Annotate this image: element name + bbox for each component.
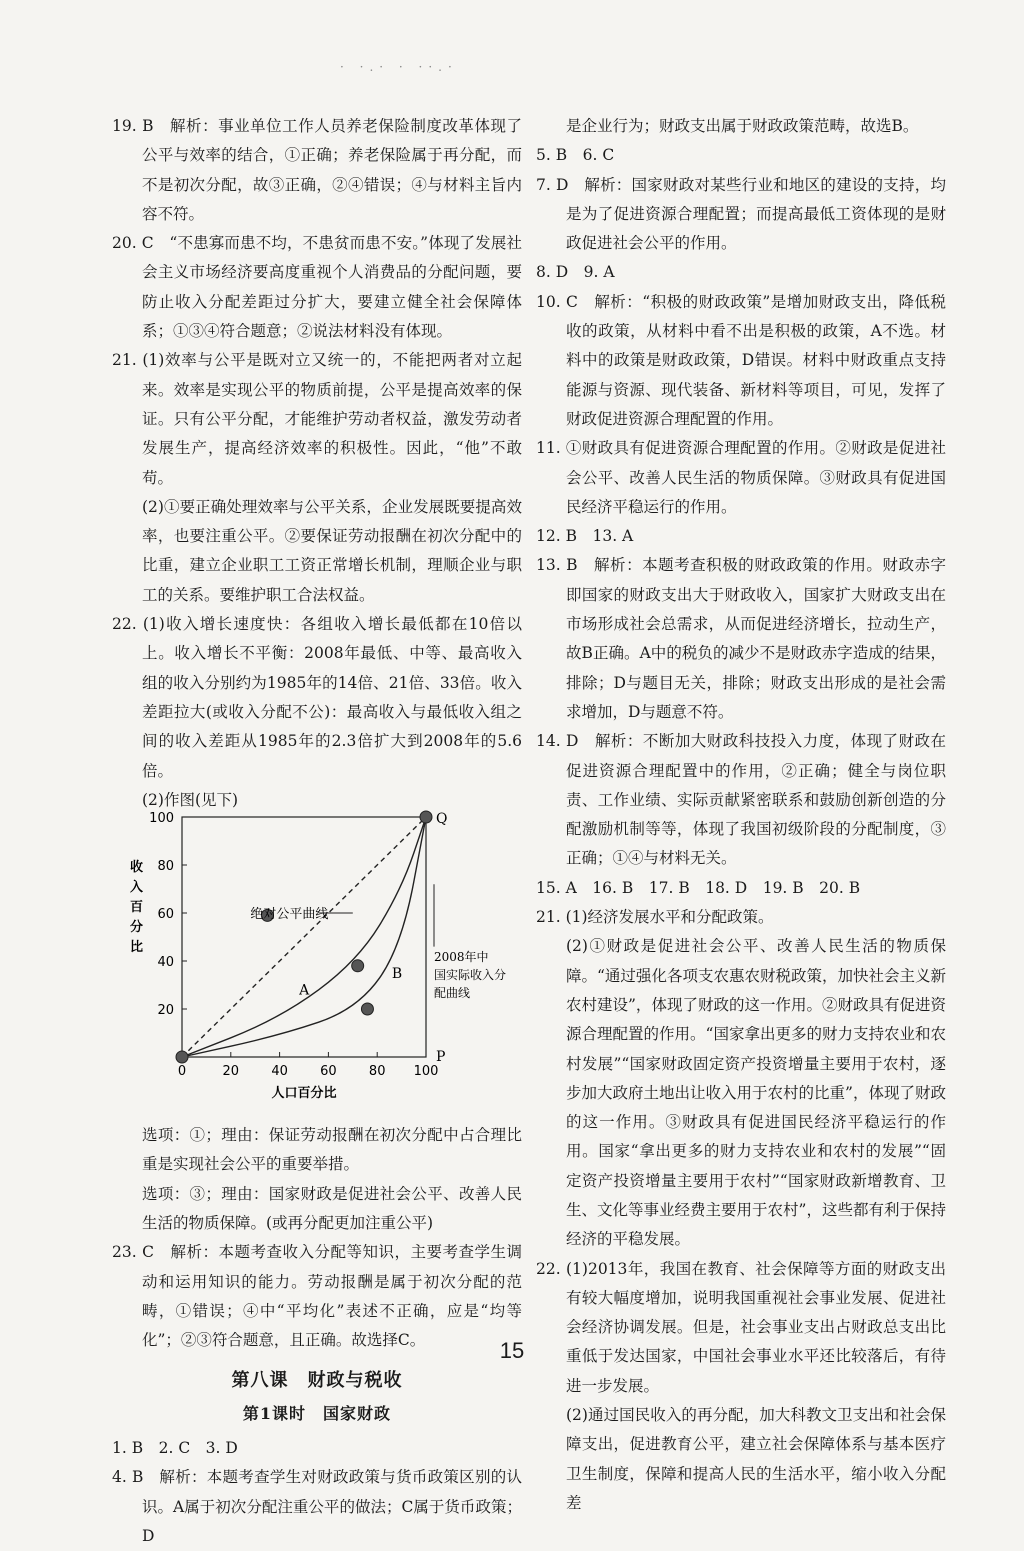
x-tick-label: 20 (222, 1064, 240, 1080)
answer-7: 7. D 解析：国家财政对某些行业和地区的建设的支持，均是为了促进资源合理配置；而提高最低工资体现的是财政促进社会公平的作用。 (536, 175, 946, 253)
y-axis-label-char: 收 (130, 860, 144, 876)
data-point-3 (352, 960, 364, 972)
answer-5-6: 5. B 6. C (536, 146, 615, 165)
answer-4: 4. B 解析：本题考查学生对财政政策与货币政策区别的认识。A属于初次分配注重公平的做法；C属于货币政策；D (112, 1468, 522, 1545)
answer-11: 11. ①财政具有促进资源合理配置的作用。②财政是促进社会公平、改善人民生活的物质保障。③财政具有促进国民经济平稳运行的作用。 (536, 439, 946, 516)
data-point-4 (361, 1003, 373, 1015)
point-label-p: P (436, 1049, 446, 1066)
y-tick-label: 40 (157, 955, 174, 971)
x-tick-label: 60 (320, 1064, 337, 1080)
y-axis-label-char: 分 (130, 920, 144, 936)
point-label-q: Q (436, 811, 448, 828)
answer-22-part2: (2)通过国民收入的再分配，加大科教文卫支出和社会保障支出，促进教育公平，建立社会保障体系与基本医疗卫生制度，保障和提高人民的生活水平，缩小收入分配差 (566, 1406, 946, 1512)
y-tick-label: 60 (157, 907, 174, 923)
x-tick-label: 80 (368, 1064, 386, 1080)
answer-12-13: 12. B 13. A (536, 527, 634, 546)
y-axis-label-char: 比 (130, 940, 144, 956)
answer-22-choice2: 选项：③；理由：国家财政是促进社会公平、改善人民生活的物质保障。(或再分配更加注重公平) (142, 1184, 522, 1233)
answer-15-20: 15. A 16. B 17. B 18. D 19. B 20. B (536, 878, 861, 897)
data-point-0 (176, 1051, 188, 1063)
annotation-2008-curve-line: 2008年中 (434, 950, 489, 965)
y-axis-label-char: 百 (130, 900, 144, 916)
answer-23: 23. C 解析：本题考查收入分配等知识，主要考查学生调动和运用知识的能力。劳动报酬是属于初次分配的范畴，①错误；④中“平均化”表述不正确，应是“均等化”；②③符合题意，且正确。故选择C。 (112, 1243, 522, 1350)
page-number: 15 (499, 1338, 525, 1363)
answer-10: 10. C 解析：“积极的财政政策”是增加财政支出，降低税收的政策，从材料中看不出是积极的政策，A不选。材料中的政策是财政政策，D错误。材料中财政重点支持能源与资源、现代装备、新材料等项目，可见，发挥了财政促进资源合理配置的作用。 (536, 292, 946, 428)
answer-22-part1: 22. (1)2013年，我国在教育、社会保障等方面的财政支出有较大幅度增加，说明我国重视社会事业发展、促进社会经济协调发展。但是，社会事业支出占财政总支出比重低于发达国家，中国社会事业水平还比较落后，有待进一步发展。 (536, 1259, 946, 1395)
annotation-2008-curve-line: 配曲线 (434, 986, 471, 1001)
annotation-2008-curve-line: 国实际收入分 (434, 968, 507, 983)
answer-22-part2: (2)作图(见下) (142, 790, 239, 809)
answer-21-part1: 21. (1)效率与公平是既对立又统一的，不能把两者对立起来。效率是实现公平的物质前提，公平是提高效率的保证。只有公平分配，才能维护劳动者权益，激发劳动者发展生产，提高经济效率的积极性。因此，“他”不敢苟。 (112, 351, 522, 487)
series-line-0 (182, 817, 426, 1057)
answer-21-part1: 21. (1)经济发展水平和分配政策。 (536, 908, 774, 927)
scan-artifact: · ·.· · ··.· (340, 60, 458, 74)
answer-21-part2: (2)①财政是促进社会公平、改善人民生活的物质保障。“通过强化各项支农惠农财税政策，加快社会主义新农村建设”，体现了财政的这一作用。②财政具有促进资源合理配置的作用。“国家拿出更多的财力支持农业和农村发展”“国家财政固定资产投资增量主要用于农村，逐步加大政府土地出让收入用于农村的比重”，体现了财政的这一作用。③财政具有促进国民经济平稳运行的作用。国家“拿出更多的财力支持农业和农村的发展”“固定资产投资增量主要用于农村”“国家财政新增教育、卫生、文化等事业经费主要用于农村”，这些都有利于保持经济的平稳发展。 (566, 937, 946, 1249)
annotation-absolute-equality: 绝对公平曲线 (250, 906, 329, 922)
y-axis-label-char: 入 (130, 880, 144, 896)
y-tick-label: 20 (157, 1003, 174, 1019)
answer-20: 20. C “不患寡而患不均，不患贫而患不安。”体现了发展社会主义市场经济要高度重视个人消费品的分配问题，要防止收入分配差距过分扩大，要建立健全社会保障体系；①③④符合题意；②说法材料没有体现。 (112, 234, 522, 341)
x-tick-label: 0 (177, 1064, 187, 1080)
y-tick-label: 80 (157, 859, 174, 875)
answer-4-cont: 是企业行为；财政支出属于财政政策范畴，故选B。 (566, 117, 919, 135)
answer-22-part1: 22. (1)收入增长速度快：各组收入增长最低都在10倍以上。收入增长不平衡：2008年最低、中等、最高收入组的收入分别约为1985年的14倍、21倍、33倍。收入差距拉大(或收入分配不公)：最高收入与最低收入组之间的收入差距从1985年的2.3倍扩大到2008年的5.6倍。 (112, 615, 522, 780)
y-tick-label: 100 (149, 811, 174, 827)
x-tick-label: 40 (271, 1064, 288, 1080)
right-column (536, 112, 946, 1518)
x-tick-label: 100 (413, 1064, 439, 1080)
answer-13: 13. B 解析：本题考查积极的财政政策的作用。财政赤字即国家的财政支出大于财政收入，国家扩大财政支出在市场形成社会总需求，从而促进经济增长，拉动生产，故B正确。A中的税负的减少不是财政赤字造成的结果，排除；D与题目无关，排除；财政支出形成的是社会需求增加，D与题意不符。 (536, 556, 946, 721)
answer-19: 19. B 解析：事业单位工作人员养老保险制度改革体现了公平与效率的结合，①正确；养老保险属于再分配，而不是初次分配，故③正确，②④错误；④与材料主旨内容不符。 (112, 117, 522, 223)
lorenz-curve-chart (112, 811, 507, 1117)
answer-1-3: 1. B 2. C 3. D (112, 1439, 238, 1458)
region-label-a: A (299, 982, 310, 999)
section-title: 第八课 财政与税收 (231, 1369, 403, 1391)
answer-14: 14. D 解析：不断加大财政科技投入力度，体现了财政在促进资源合理配置中的作用，②正确；健全与岗位职责、工作业绩、实际贡献紧密联系和鼓励创新创造的分配激励机制等等，体现了我国初级阶段的分配制度，③正确；①④与材料无关。 (536, 732, 946, 868)
data-point-1 (420, 811, 432, 823)
region-label-b: B (391, 965, 403, 982)
left-column (112, 112, 522, 1551)
answer-8-9: 8. D 9. A (536, 263, 615, 282)
answer-22-choice1: 选项：①；理由：保证劳动报酬在初次分配中占合理比重是实现社会公平的重要举措。 (142, 1126, 522, 1174)
subsection-title: 第1课时 国家财政 (242, 1403, 392, 1423)
x-axis-label: 人口百分比 (271, 1086, 337, 1102)
answer-21-part2: (2)①要正确处理效率与公平关系，企业发展既要提高效率，也要注重公平。②要保证劳动报酬在初次分配中的比重，建立企业职工工资正常增长机制，理顺企业与职工的关系。要维护职工合法权益。 (142, 497, 522, 604)
